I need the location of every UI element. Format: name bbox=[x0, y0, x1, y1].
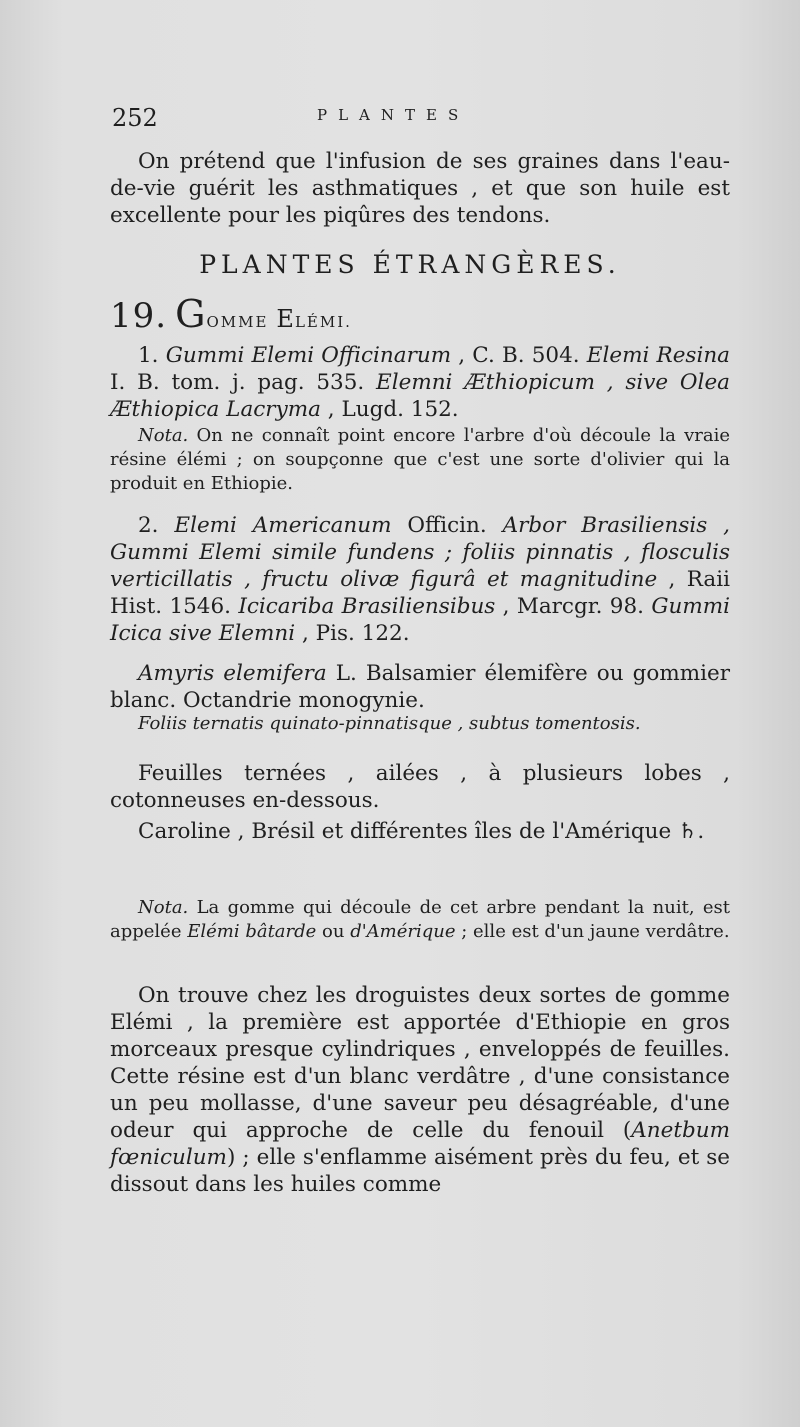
nota1-label: Nota. bbox=[138, 425, 189, 446]
nota2-e: ; elle est d'un jaune verdâtre. bbox=[455, 921, 730, 942]
entry-title-initial: G bbox=[175, 292, 207, 336]
synonymy-1 bbox=[110, 342, 730, 423]
syn1-e: I. B. tom. j. pag. 535. bbox=[110, 370, 377, 395]
syn2-i: , Pis. 122. bbox=[295, 621, 410, 646]
nota2-b: Elémi bâtarde bbox=[187, 921, 317, 942]
amyris-rest: L. Balsamier élemifère ou gommier blanc. Octandrie monogynie. bbox=[110, 661, 730, 713]
intro-line: On prétend que l'infusion de ses graines dans bbox=[138, 149, 661, 174]
amyris-name: Amyris elemifera bbox=[138, 661, 327, 686]
syn2-e: , Raii Hist. 1546. bbox=[110, 567, 731, 619]
habitat-paragraph: Caroline , Brésil et différentes îles de l'Amérique ♄. bbox=[138, 819, 705, 844]
syn1-c: , C. B. 504. bbox=[451, 343, 587, 368]
syn1-a: 1. bbox=[138, 343, 166, 368]
running-title: PLANTES bbox=[317, 106, 470, 124]
page-header bbox=[112, 104, 702, 134]
syn2-h: Gummi Icica sive Elemni bbox=[110, 594, 730, 646]
nota2-label: Nota. bbox=[138, 897, 189, 918]
final-paragraph bbox=[110, 982, 730, 1198]
synonymy-2 bbox=[110, 512, 730, 647]
final-b: Anetbum fœniculum bbox=[110, 1118, 730, 1170]
nota-1 bbox=[110, 424, 730, 496]
syn2-g: , Marcgr. 98. bbox=[495, 594, 652, 619]
nota2-c: ou bbox=[316, 921, 351, 942]
amyris-paragraph bbox=[110, 660, 730, 714]
section-title: PLANTES ÉTRANGÈRES. bbox=[199, 250, 621, 279]
nota1-text: On ne connaît point encore l'arbre d'où découle la vraie résine élémi ; on soupçonne que c'est une sorte d'olivier qui la produit en Ethiopie. bbox=[110, 425, 730, 494]
syn2-b: Elemi Americanum bbox=[174, 513, 392, 538]
french-description: Feuilles ternées , ailées , à plusieurs lobes , cotonneuses en-dessous. bbox=[110, 761, 730, 813]
nota-2 bbox=[110, 896, 730, 944]
nota2-a: La gomme qui découle de cet arbre pendant la nuit, est appelée bbox=[110, 897, 730, 942]
page-number: 252 bbox=[112, 104, 158, 132]
intro-line: l'eau-de-vie guérit les asthmatiques , et que son bbox=[110, 149, 730, 201]
syn1-d: Elemi Resina bbox=[586, 343, 730, 368]
entry-title-part-2: LÉMI. bbox=[294, 313, 352, 331]
final-a: On trouve chez les droguistes deux sortes de gomme Elémi , la première est apportée d'Ethiopie en gros morceaux presque cylindriques , enveloppés de feuilles. Cette résine est d'un blanc verdâtre , d'une consistance un peu mollasse, d'une saveur peu désagréable, d'une odeur qui approche de celle du fenouil ( bbox=[110, 983, 730, 1143]
syn2-f: Icicariba Brasiliensibus bbox=[238, 594, 496, 619]
entry-heading bbox=[110, 292, 730, 336]
syn2-c: Officin. bbox=[391, 513, 503, 538]
syn1-g: , Lugd. 152. bbox=[320, 397, 459, 422]
intro-paragraph bbox=[110, 148, 730, 229]
latin-description: Foliis ternatis quinato-pinnatisque , subtus tomentosis. bbox=[138, 713, 641, 734]
entry-title-part: OMME bbox=[206, 313, 269, 331]
entry-number: 19. bbox=[110, 296, 168, 336]
entry-title-initial-2: E bbox=[276, 305, 295, 333]
nota2-d: d'Amérique bbox=[350, 921, 456, 942]
syn1-b: Gummi Elemi Officinarum bbox=[165, 343, 452, 368]
syn1-f: Elemni Æthiopicum , sive Olea Æthiopica Lacryma bbox=[110, 370, 730, 422]
syn2-d: Arbor Brasiliensis , Gummi Elemi simile fundens ; foliis pinnatis , flosculis verticillatis , fructu olivæ figurâ et magnitudine bbox=[110, 513, 730, 592]
syn2-a: 2. bbox=[138, 513, 175, 538]
final-c: ) ; elle s'enflamme aisément près du feu, et se dissout dans les huiles comme bbox=[110, 1145, 730, 1197]
intro-line: huile est excellente pour les piqûres des tendons. bbox=[110, 176, 730, 228]
